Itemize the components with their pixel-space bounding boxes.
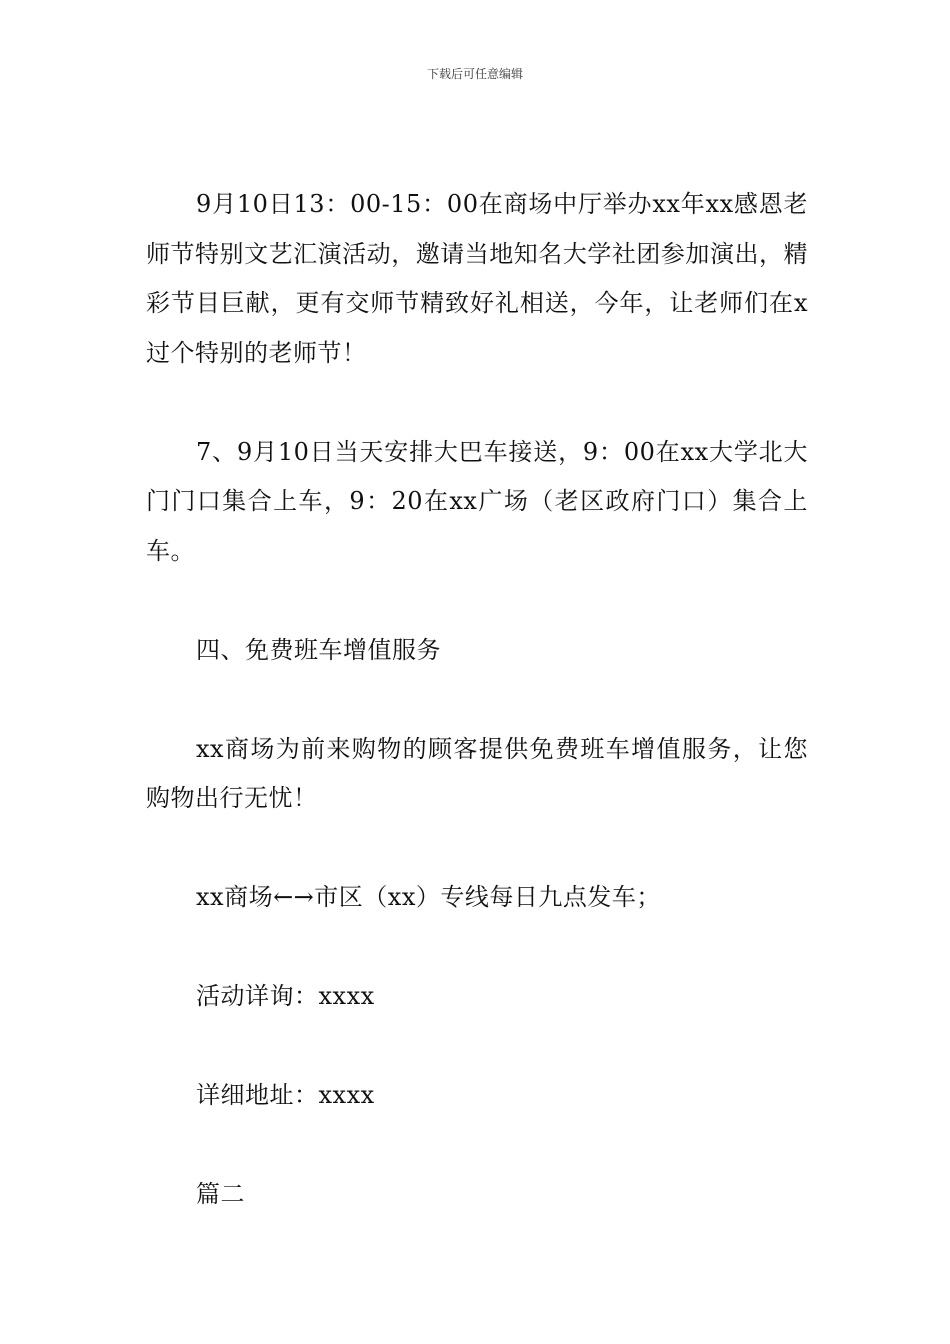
paragraph-gap [146, 378, 808, 428]
paragraph-shuttle-intro: xx商场为前来购物的顾客提供免费班车增值服务，让您购物出行无忧！ [146, 734, 808, 812]
paragraph-shuttle-route: xx商场←→市区（xx）专线每日九点发车； [196, 883, 661, 911]
paragraph-gap [146, 923, 808, 973]
page-header-note: 下载后可任意编辑 [426, 67, 523, 81]
paragraph-gap [146, 1022, 808, 1072]
paragraph-gap [146, 576, 808, 626]
paragraph-gap [146, 824, 808, 874]
paragraph-gap [146, 1121, 808, 1171]
paragraph-contact-inquiry: 活动详询：xxxx [196, 982, 375, 1010]
paragraph-address: 详细地址：xxxx [196, 1081, 375, 1109]
paragraph-event-performance: 9月10日13：00-15：00在商场中厅举办xx年xx感恩老师节特别文艺汇演活动，邀请当地知名大学社团参加演出，精彩节目巨献，更有交师节精致好礼相送，今年，让老师们在x过个特别的老师节！ [146, 190, 808, 367]
paragraph-gap [146, 675, 808, 725]
section-heading-part-two: 篇二 [196, 1180, 245, 1208]
paragraph-bus-schedule: 7、9月10日当天安排大巴车接送，9：00在xx大学北大门门口集合上车，9：20在xx广场（老区政府门口）集合上车。 [146, 437, 808, 565]
document-body [146, 180, 808, 1220]
section-heading-shuttle-service: 四、免费班车增值服务 [196, 635, 441, 664]
